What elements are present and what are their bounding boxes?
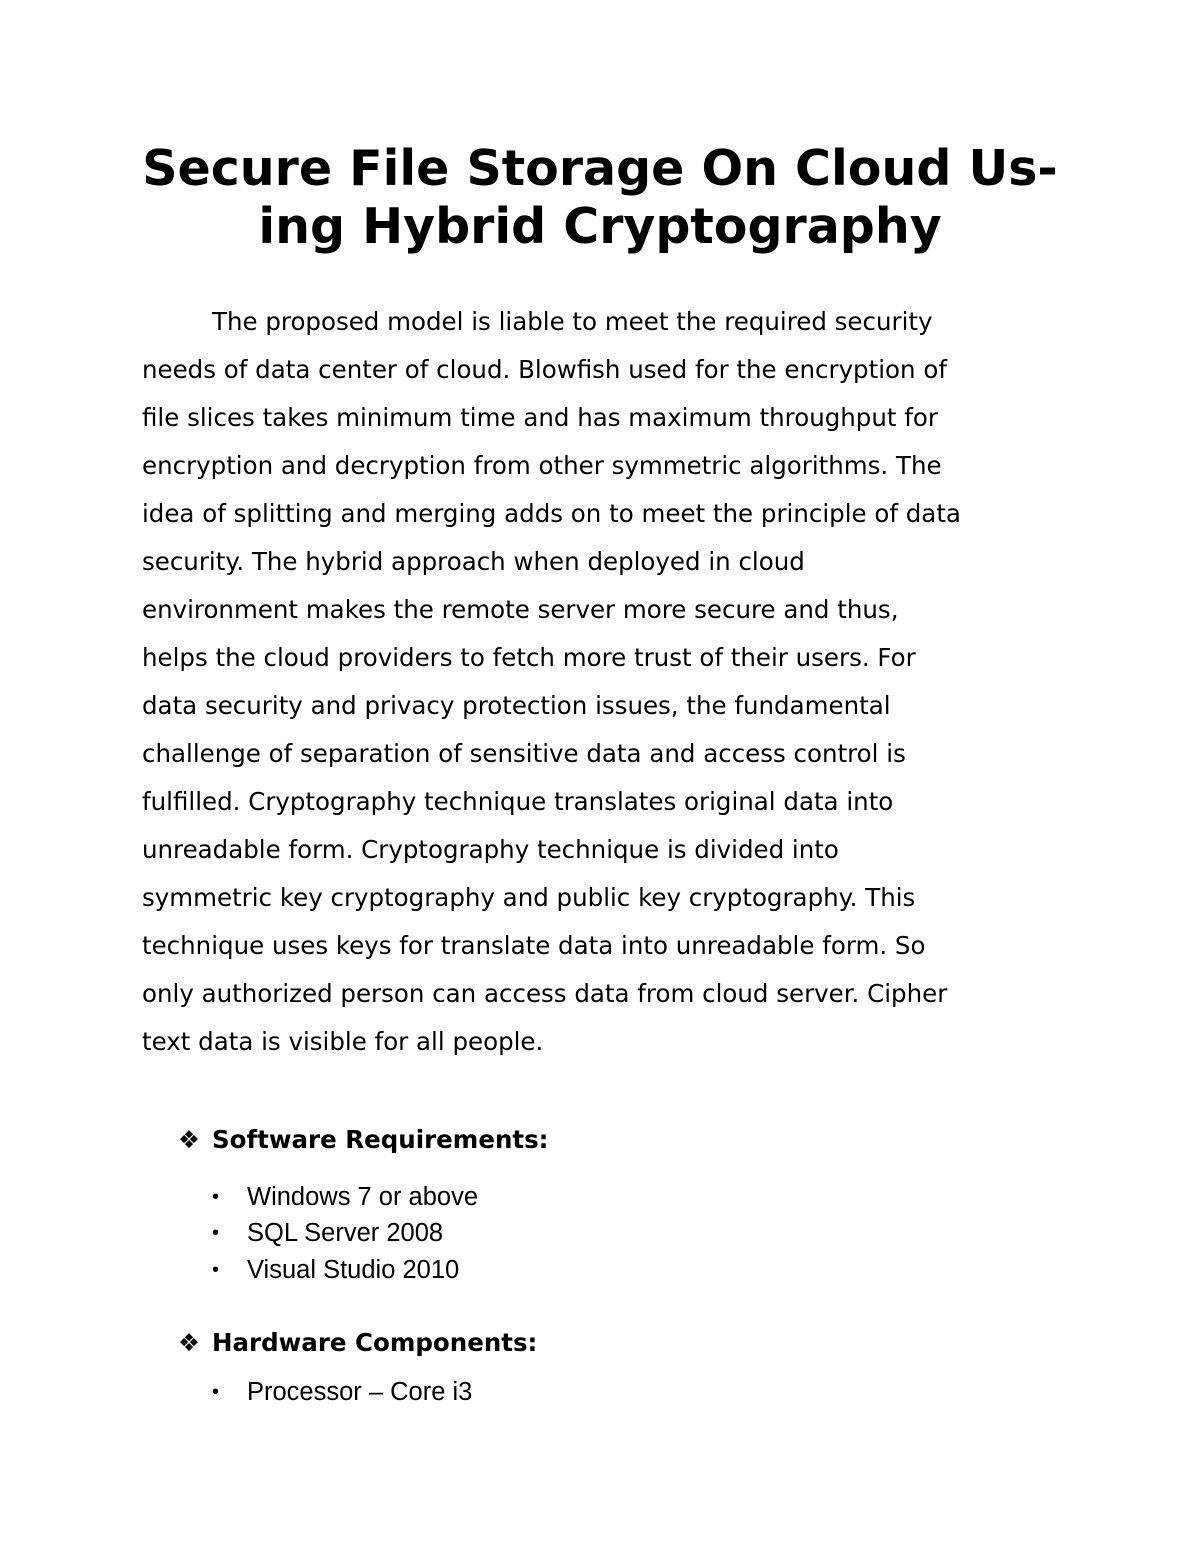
paragraph-line: file slices takes minimum time and has maximum throughput for [142, 403, 938, 432]
list-item-text: SQL Server 2008 [247, 1219, 444, 1247]
list-item-text: Processor – Core i3 [247, 1378, 473, 1406]
paragraph-line: The proposed model is liable to meet the required security [212, 307, 933, 336]
title-line-2: ing Hybrid Cryptography [258, 198, 942, 255]
paragraph-line: environment makes the remote server more secure and thus, [142, 595, 899, 624]
paragraph-line: symmetric key cryptography and public key cryptography. This [142, 883, 916, 912]
paragraph-line: unreadable form. Cryptography technique is divided into [142, 835, 839, 864]
list-item [212, 1255, 459, 1285]
bullet-icon: • [212, 1381, 220, 1403]
paragraph-line: data security and privacy protection issues, the fundamental [142, 691, 891, 720]
paragraph-line: only authorized person can access data from cloud server. Cipher [142, 979, 948, 1008]
paragraph-line: text data is visible for all people. [142, 1027, 544, 1056]
paragraph-line: fulfilled. Cryptography technique translates original data into [142, 787, 894, 816]
document-title [120, 140, 1080, 256]
list-item [212, 1377, 472, 1407]
software-heading [178, 1125, 548, 1155]
hardware-heading [178, 1328, 537, 1358]
software-heading-text: Software Requirements: [212, 1125, 549, 1154]
paragraph-line: encryption and decryption from other symmetric algorithms. The [142, 451, 942, 480]
paragraph-line: idea of splitting and merging adds on to meet the principle of data [142, 499, 961, 528]
paragraph-line: security. The hybrid approach when deployed in cloud [142, 547, 805, 576]
hardware-heading-text: Hardware Components: [212, 1328, 538, 1357]
list-item-text: Visual Studio 2010 [247, 1256, 460, 1284]
title-line-1: Secure File Storage On Cloud Us- [142, 140, 1058, 197]
paragraph-line: technique uses keys for translate data into unreadable form. So [142, 931, 926, 960]
paragraph-line: helps the cloud providers to fetch more trust of their users. For [142, 643, 916, 672]
bullet-icon: • [212, 1259, 220, 1281]
bullet-icon: • [212, 1222, 220, 1244]
paragraph-line: needs of data center of cloud. Blowfish used for the encryption of [142, 355, 947, 384]
diamond-bullet-icon: ❖ [178, 1328, 200, 1357]
bullet-icon: • [212, 1186, 220, 1208]
list-item [212, 1218, 443, 1248]
list-item-text: Windows 7 or above [247, 1183, 479, 1211]
list-item [212, 1182, 478, 1212]
paragraph-line: challenge of separation of sensitive data and access control is [142, 739, 906, 768]
diamond-bullet-icon: ❖ [178, 1125, 200, 1154]
